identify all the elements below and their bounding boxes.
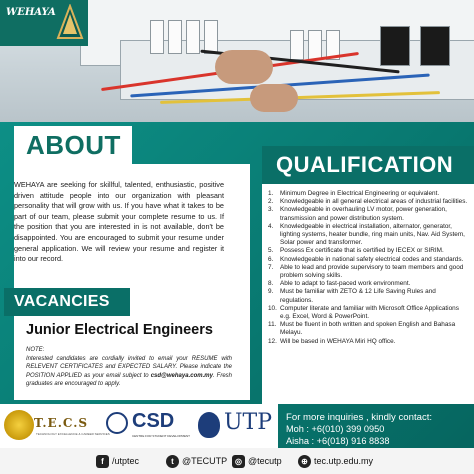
twitter-handle: @TECUTP xyxy=(182,456,228,466)
list-item: 2. Knowledgeable in all general electrical areas of industrial facilities. xyxy=(268,198,468,206)
website-link[interactable] xyxy=(298,453,373,469)
twitter-link[interactable] xyxy=(166,453,227,469)
about-heading: ABOUT xyxy=(26,130,121,160)
list-item: 11. Must be fluent in both written and spoken English and Bahasa Melayu. xyxy=(268,321,456,337)
list-item: 10. Computer literate and familiar with Microsoft Office Applications e.g. Excel, Word & PowerPoint. xyxy=(268,304,459,321)
tecs-name: T.E.C.S xyxy=(34,416,89,430)
facebook-icon: f xyxy=(96,455,109,468)
tecs-emblem-icon xyxy=(4,410,34,440)
instagram-link[interactable] xyxy=(232,453,282,469)
list-item: 6. Knowledgeable in national safety electrical codes and standards. xyxy=(268,255,464,263)
inquiry-box xyxy=(280,410,474,448)
note-email[interactable]: csd@wehaya.com.my xyxy=(150,372,213,379)
csd-emblem-icon xyxy=(106,412,128,434)
list-item: 1. Minimum Degree in Electrical Engineering or equivalent. xyxy=(268,190,440,197)
wehaya-logo-mark-icon xyxy=(56,4,84,40)
utp-emblem-icon xyxy=(198,412,220,438)
list-item: 5. Possess Ex certificate that is certified by IECEX or SIRIM. xyxy=(268,247,444,255)
facebook-handle: /utptec xyxy=(112,456,140,466)
note-tail: . Fresh graduates are encouraged to apply. xyxy=(26,372,233,388)
list-item: 7. Able to lead and provide supervisory to team members and good problem solving skills. xyxy=(268,263,464,280)
contact-aisha: Aisha : +6(018) 916 8838 xyxy=(286,436,390,446)
vacancies-heading-tab xyxy=(4,288,130,316)
utp-name: UTP xyxy=(224,410,273,435)
contact-moh: Moh : +6(010) 399 0950 xyxy=(286,424,385,434)
facebook-link[interactable] xyxy=(96,453,139,469)
job-title: Junior Electrical Engineers xyxy=(26,322,213,338)
twitter-icon: t xyxy=(166,455,179,468)
note-body: Interested candidates are cordially invited to email your RESUME with RELEVENT CERTIFICATES and EXPECTED SALARY. Please indicate the POSITION APPLIED as your email subject to xyxy=(26,355,232,379)
list-item: 8. Able to adapt to fast-paced work environment. xyxy=(268,280,411,288)
inquiry-title: For more inquiries , kindly contact: xyxy=(286,412,433,423)
csd-name: CSD xyxy=(132,410,175,432)
logo-badge xyxy=(0,0,88,46)
csd-logo xyxy=(106,410,194,442)
list-item: 4. Knowledgeable in electrical installation, alternator, generator, lighting systems, heater bundle, ring main units, Nav. Aid System, Solar power and transformer. xyxy=(268,222,465,247)
instagram-icon: ◎ xyxy=(232,455,245,468)
tecs-logo xyxy=(4,410,110,442)
qualification-heading-tab xyxy=(262,146,474,184)
vacancies-heading: VACANCIES xyxy=(14,293,110,310)
note-label: NOTE: xyxy=(26,347,45,353)
list-item: 9. Must be familiar with ZETO & 12 Life Saving Rules and regulations. xyxy=(268,288,436,304)
website-url: tec.utp.edu.my xyxy=(314,456,374,466)
list-item: 12. Will be based in WEHAYA Miri HQ office. xyxy=(268,337,396,345)
list-item: 3. Knowledgeable in overhauling LV motor, power generation, transmission and power distribution system. xyxy=(268,206,447,222)
application-note xyxy=(26,346,232,389)
qualification-list xyxy=(268,190,468,346)
csd-subtitle: CENTRE FOR STUDENT DEVELOPMENT xyxy=(132,434,190,438)
about-heading-tab xyxy=(14,126,132,164)
utp-logo xyxy=(198,410,278,442)
about-body: WEHAYA are seeking for skillful, talented, enthusiastic, positive driven attitude people into our organization with pleasant personality that will grow with us. If you have what it takes to be part of our team, please submit your complete resume to us. If the position that you are interested in is not available, don't be disappointed. You are encouraged to submit your resume under general application. We will review your resume and register it into our record. xyxy=(14,180,224,264)
instagram-handle: @tecutp xyxy=(248,456,282,466)
logo-text: WEHAYA xyxy=(6,7,56,18)
qualification-heading: QUALIFICATION xyxy=(276,152,454,177)
globe-icon: ⊕ xyxy=(298,455,311,468)
tecs-subtitle: TECHNOLOGY EXCELLENCE & CAREER SERVICES xyxy=(36,432,110,436)
